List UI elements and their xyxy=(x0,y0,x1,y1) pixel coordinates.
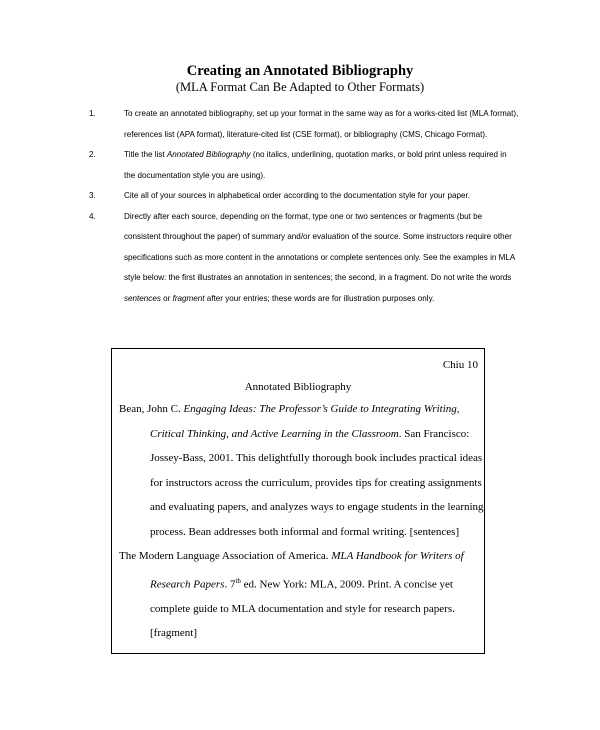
document-subtitle: (MLA Format Can Be Adapted to Other Formats) xyxy=(175,80,425,94)
instruction-text xyxy=(124,207,519,310)
entry-line xyxy=(119,569,459,597)
text-run: process. Bean addresses both informal and formal writing. [sentences] xyxy=(150,525,460,538)
text-run: after your entries; these words are for illustration purposes only. xyxy=(204,293,435,303)
bibliography-entry xyxy=(119,397,484,544)
entry-line xyxy=(119,520,459,545)
text-run: th xyxy=(235,576,241,585)
italic-text: Critical Thinking, and Active Learning in the Classroom xyxy=(150,427,399,440)
italic-text: sentences xyxy=(124,293,161,303)
text-run: complete guide to MLA documentation and style for research papers. xyxy=(150,602,455,615)
instruction-list xyxy=(89,104,519,309)
entry-line xyxy=(119,544,464,569)
instruction-text xyxy=(124,186,519,207)
document-title: Creating an Annotated Bibliography xyxy=(186,63,414,79)
bibliography-heading: Annotated Bibliography xyxy=(244,381,352,393)
italic-text: Research Papers xyxy=(150,578,225,591)
page-header: Chiu 10 xyxy=(442,359,478,371)
instruction-item xyxy=(89,145,519,186)
text-run: Directly after each source, depending on the format, type one or two sentences or fragments (but be consistent throughout the paper) of summary and/or evaluation of the source. Some instructors require other specifications such as more content in the annotations or complete sentences only. See the examples in MLA style below: the first illustrates an annotation in sentences; the second, in a fragment. Do not write the words xyxy=(124,211,515,282)
instruction-text xyxy=(124,104,519,145)
text-run: Cite all of your sources in alphabetical order according to the documentation style for your paper. xyxy=(124,191,470,200)
italic-text: fragment xyxy=(172,293,205,303)
text-run: [fragment] xyxy=(150,627,198,640)
text-run: or xyxy=(160,293,173,303)
text-run: The Modern Language Association of America. xyxy=(119,550,332,562)
instruction-number: 2. xyxy=(89,150,96,159)
instruction-number: 4. xyxy=(89,211,96,221)
instruction-number: 1. xyxy=(89,109,96,118)
text-run: for instructors across the curriculum, provides tips for creating assignments xyxy=(150,476,482,489)
text-run: To create an annotated bibliography, set up your format in the same way as for a works-cited list (MLA format), references list (APA format), literature-cited list (CSE format), or bibliography (CMS, Chicago Format). xyxy=(124,109,519,139)
entry-line xyxy=(119,471,482,496)
text-run: Bean, John C. xyxy=(119,403,184,415)
entry-line xyxy=(119,495,484,520)
text-run: . 7 xyxy=(224,578,236,591)
text-run: . San Francisco: xyxy=(398,427,470,440)
text-run: Title the list xyxy=(124,150,167,159)
instruction-text xyxy=(124,145,519,186)
instruction-number: 3. xyxy=(89,191,96,200)
instruction-item xyxy=(89,207,519,310)
instruction-item xyxy=(89,186,519,207)
entry-line xyxy=(119,597,459,622)
text-run: ed. New York: MLA, 2009. Print. A concise yet xyxy=(240,578,453,591)
example-bibliography-box xyxy=(111,348,485,654)
text-run: Jossey-Bass, 2001. This delightfully thorough book includes practical ideas xyxy=(150,452,483,464)
italic-text: Annotated Bibliography xyxy=(166,150,251,159)
text-run: (no italics, underlining, quotation marks, or bold print unless required in the documentation style you are using). xyxy=(124,150,507,180)
entry-line xyxy=(119,446,483,471)
italic-text: Engaging Ideas: The Professor’s Guide to Integrating Writing, xyxy=(183,403,460,415)
entry-line xyxy=(119,422,470,447)
instruction-item xyxy=(89,104,519,145)
entry-line xyxy=(119,397,459,422)
bibliography-entry xyxy=(119,544,464,646)
text-run: and evaluating papers, and analyzes ways to engage students in the learning xyxy=(150,501,484,513)
italic-text: MLA Handbook for Writers of xyxy=(331,550,464,562)
entry-line xyxy=(119,621,459,646)
